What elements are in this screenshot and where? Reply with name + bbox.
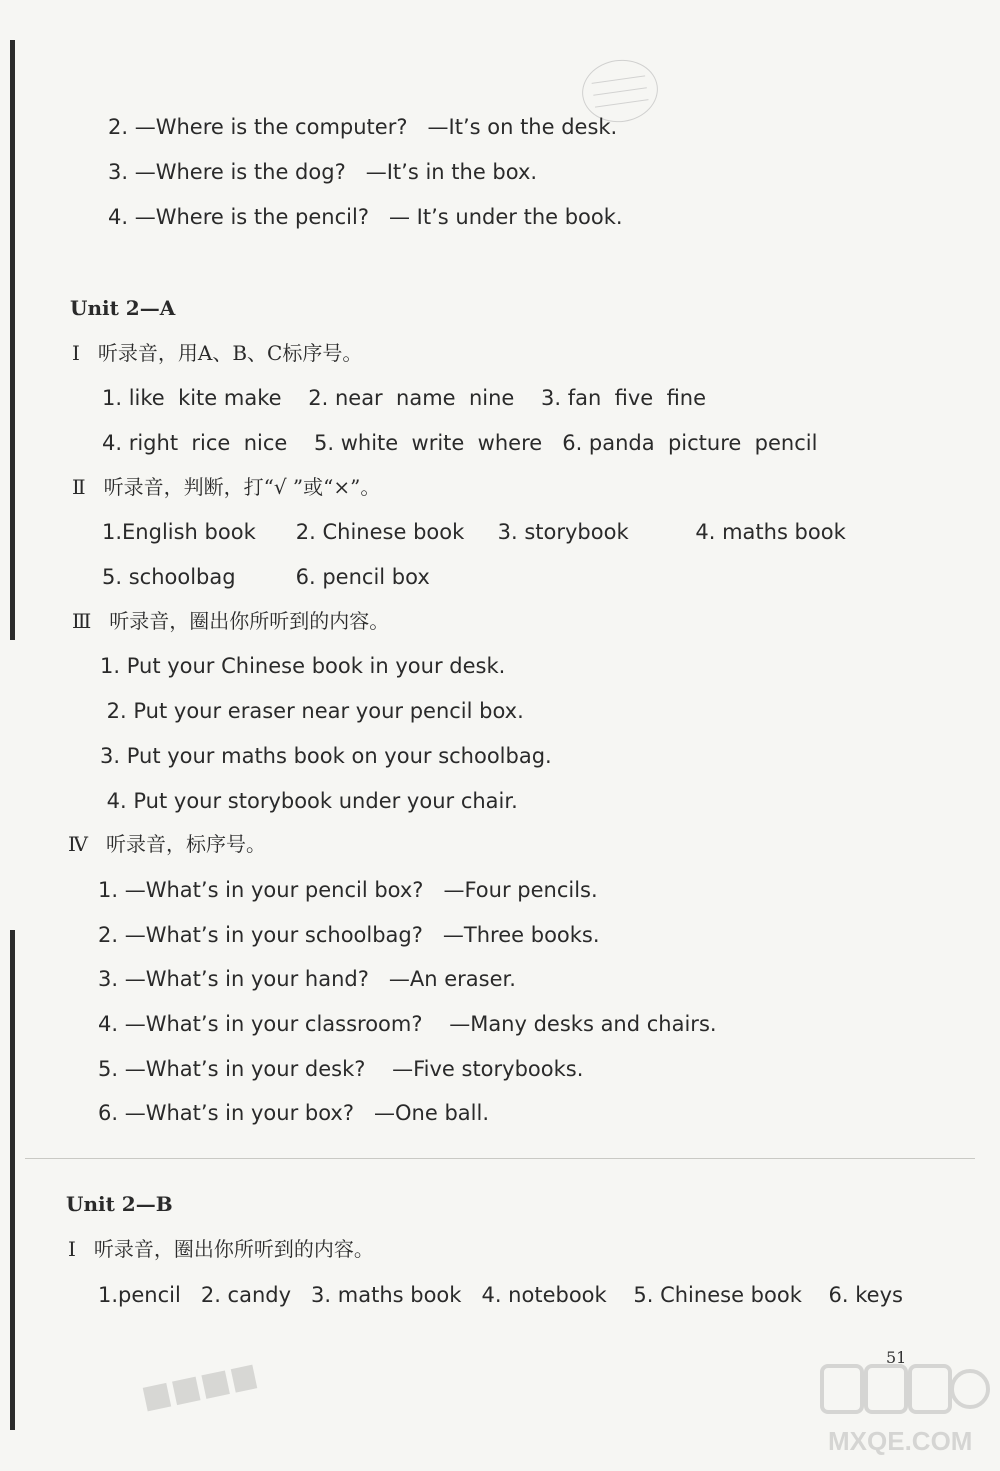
instruction-text: 听录音，用A、B、C标序号。 bbox=[97, 341, 363, 365]
answer-line: 6. —What’s in your box? —One ball. bbox=[98, 1101, 490, 1125]
answer-line: 2. —What’s in your schoolbag? —Three books. bbox=[98, 923, 600, 947]
section-numeral: Ⅳ bbox=[68, 832, 88, 856]
instruction-text: 听录音，标序号。 bbox=[105, 832, 266, 856]
answer-line: 1. Put your Chinese book in your desk. bbox=[100, 654, 506, 678]
unit-heading: Unit 2—B bbox=[66, 1192, 173, 1216]
answer-line: 1.English book 2. Chinese book 3. storybook 4. maths book bbox=[102, 520, 846, 544]
section-numeral: Ⅱ bbox=[72, 475, 86, 499]
watermark-logo-icon bbox=[820, 1362, 990, 1462]
section-instruction bbox=[68, 1236, 374, 1262]
instruction-text: 听录音，圈出你所听到的内容。 bbox=[109, 609, 390, 633]
section-numeral: Ⅲ bbox=[72, 609, 92, 633]
binding-edge-top bbox=[10, 40, 15, 640]
section-instruction bbox=[72, 340, 362, 366]
answer-line: 1.pencil 2. candy 3. maths book 4. notebook 5. Chinese book 6. keys bbox=[98, 1283, 903, 1307]
answer-line: 1. like kite make 2. near name nine 3. fan five fine bbox=[102, 386, 707, 410]
answer-line: 2. Put your eraser near your pencil box. bbox=[100, 699, 524, 723]
answer-line: 4. —Where is the pencil? — It’s under the book. bbox=[108, 205, 623, 229]
answer-line: 3. —What’s in your hand? —An eraser. bbox=[98, 967, 516, 991]
answer-line: 4. right rice nice 5. white write where 6. panda picture pencil bbox=[102, 431, 818, 455]
section-divider bbox=[25, 1158, 975, 1159]
answer-line: 3. Put your maths book on your schoolbag. bbox=[100, 744, 552, 768]
watermark-stamp-icon bbox=[138, 1358, 263, 1418]
unit-heading: Unit 2—A bbox=[70, 296, 176, 320]
section-numeral: Ⅰ bbox=[72, 341, 80, 365]
answer-line: 5. —What’s in your desk? —Five storybooks. bbox=[98, 1057, 584, 1081]
answer-line: 4. Put your storybook under your chair. bbox=[100, 789, 518, 813]
instruction-text: 听录音，圈出你所听到的内容。 bbox=[93, 1237, 374, 1261]
answer-line: 2. —Where is the computer? —It’s on the desk. bbox=[108, 115, 618, 139]
section-numeral: Ⅰ bbox=[68, 1237, 76, 1261]
binding-edge-bottom bbox=[10, 930, 15, 1430]
answer-line: 5. schoolbag 6. pencil box bbox=[102, 565, 430, 589]
answer-line: 3. —Where is the dog? —It’s in the box. bbox=[108, 160, 538, 184]
answer-line: 4. —What’s in your classroom? —Many desks and chairs. bbox=[98, 1012, 717, 1036]
section-instruction bbox=[72, 474, 380, 500]
instruction-text: 听录音，判断，打“√ ”或“×”。 bbox=[103, 475, 381, 499]
watermark-text: MXQE.COM bbox=[828, 1426, 973, 1456]
section-instruction bbox=[72, 608, 389, 634]
section-instruction bbox=[68, 831, 266, 857]
answer-line: 1. —What’s in your pencil box? —Four pencils. bbox=[98, 878, 598, 902]
page-number: 51 bbox=[886, 1348, 907, 1367]
